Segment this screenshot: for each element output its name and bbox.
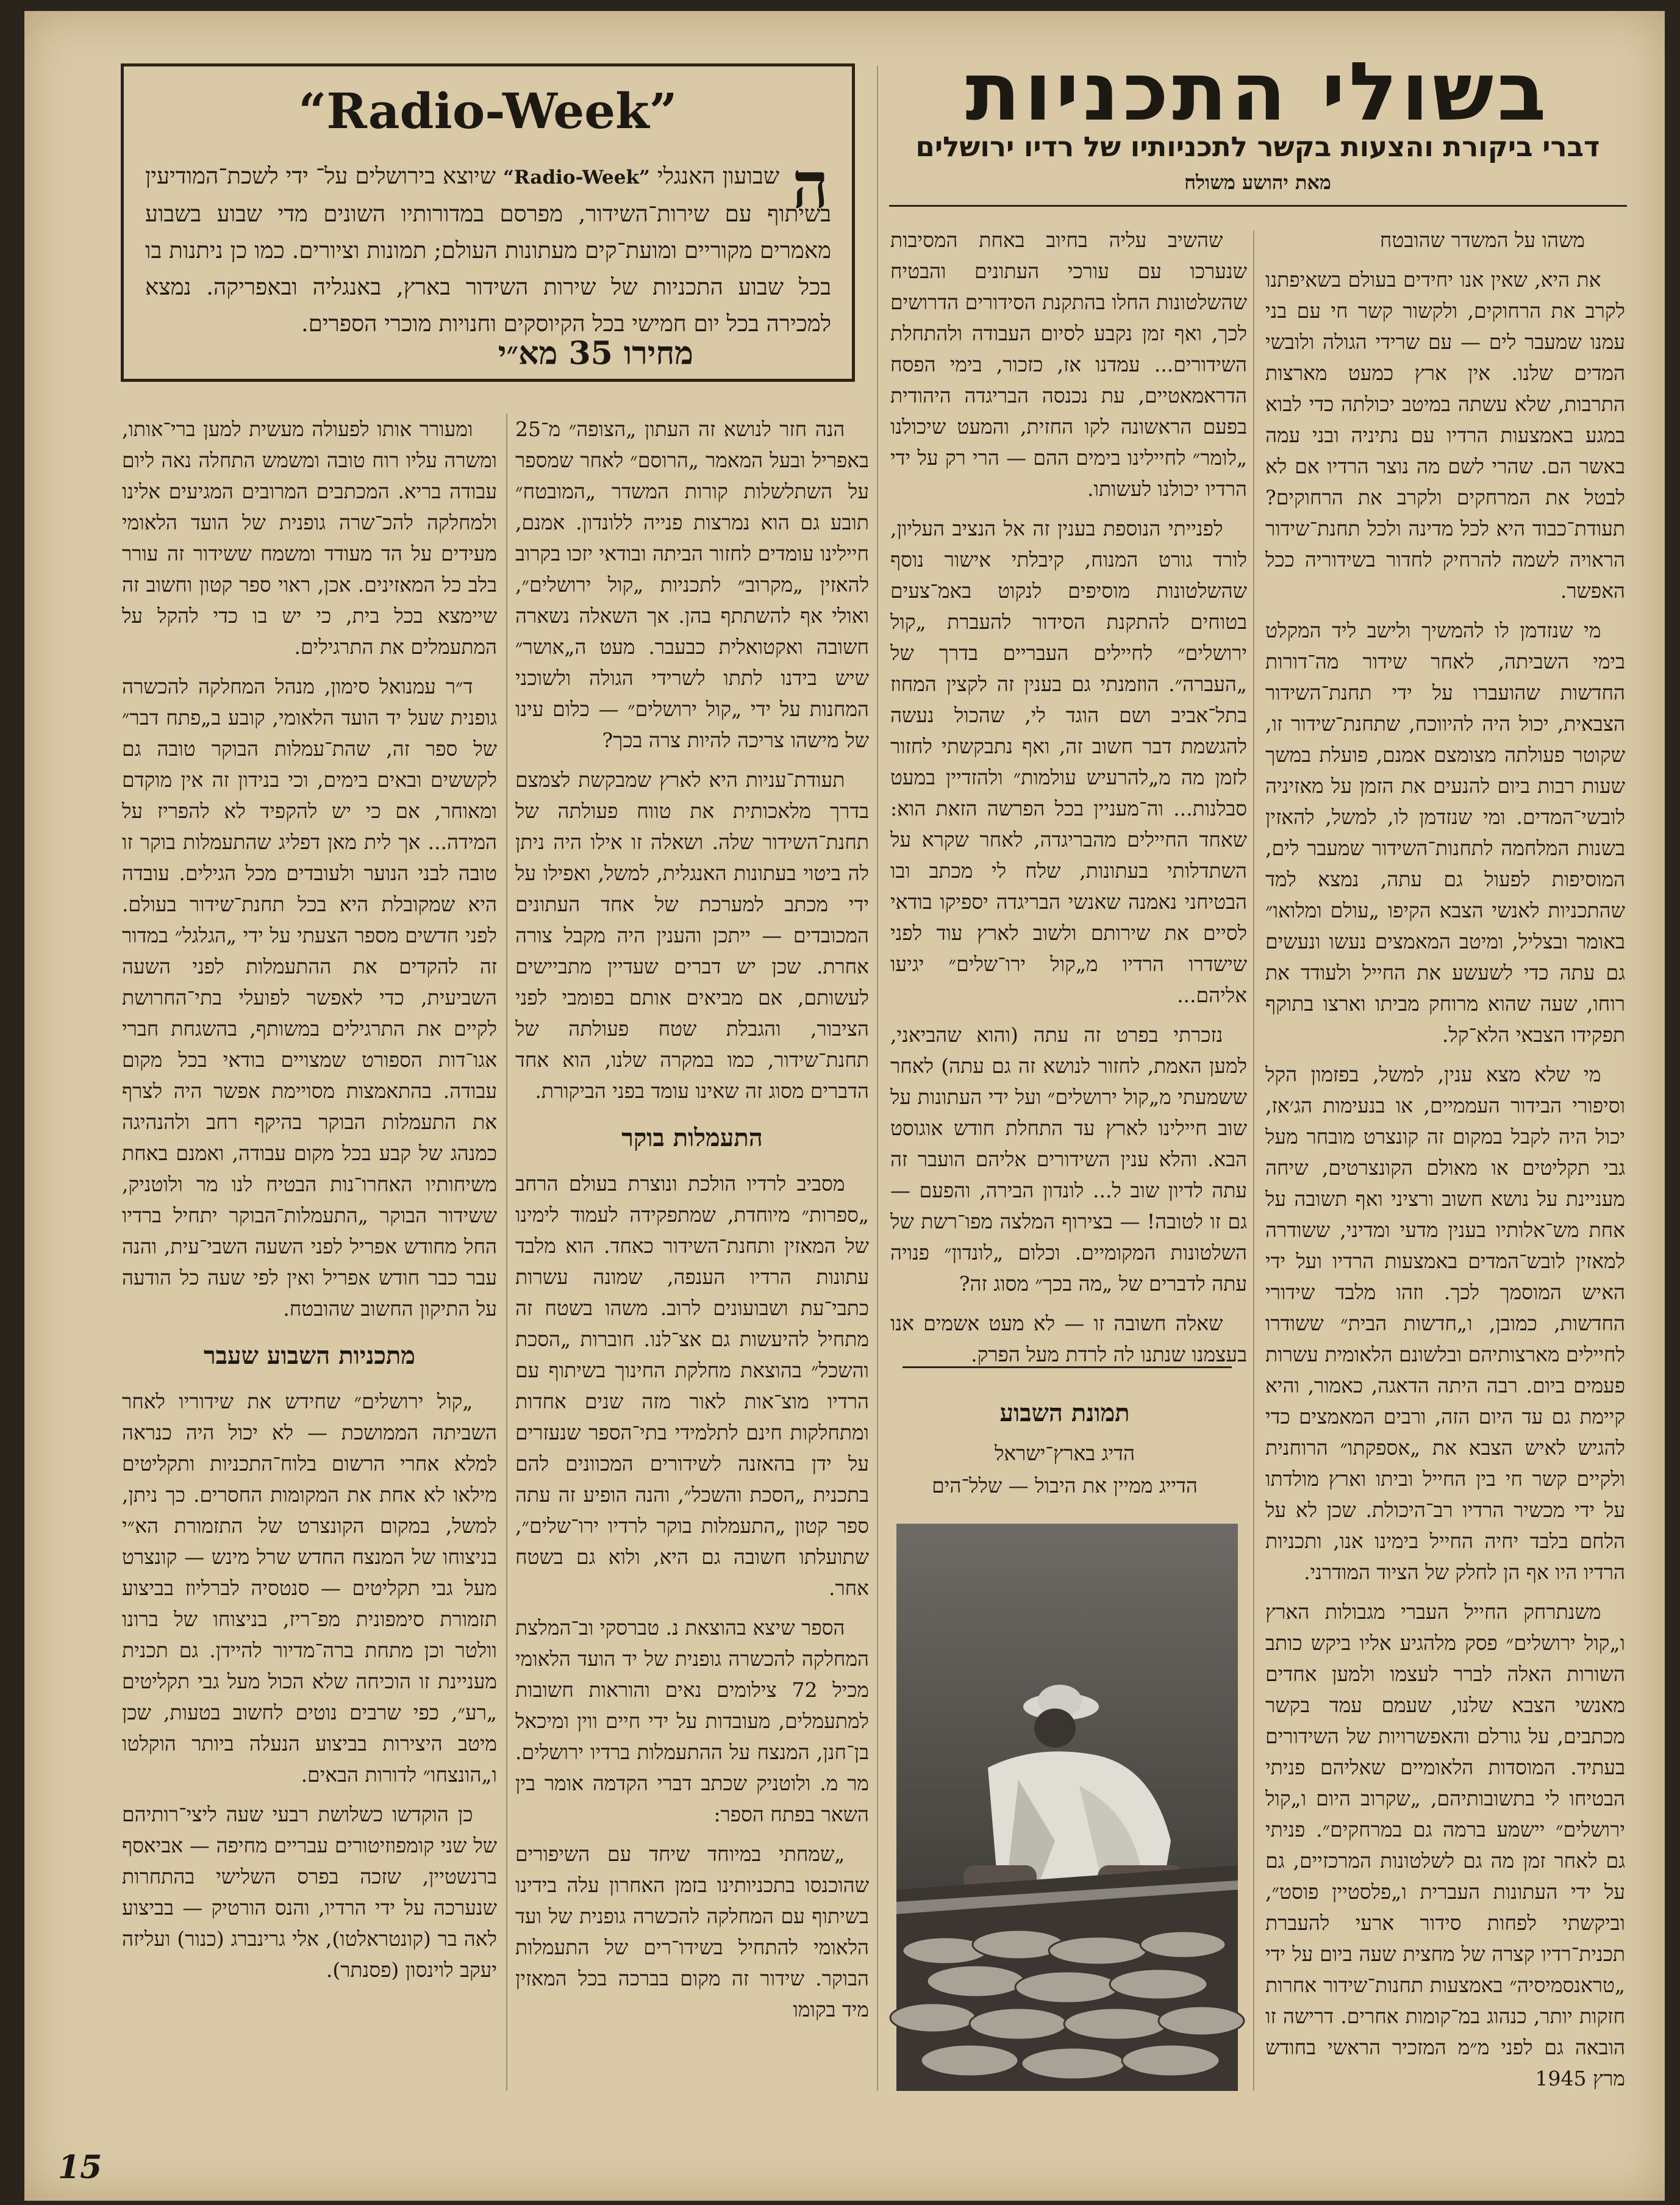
radio-week-ad bbox=[121, 63, 855, 382]
col4-paragraph: ומעורר אותו לפעולה מעשית למען ברי־אותו, ומשרה עליו רוח טובה ומשמש התחלה נאה ליום עבודה בריא. המכתבים המרובים המגיעים אלינו ולמחלקה להכ־שרה גופנית של הועד הלאומי מעידים על הד מעודד ומשמח ששידור זה עורר בלב כל המאזינים. אכן, ראוי ספר קטון וחשוב זה שיימצא בכל בית, כי יש בו כדי להקל על המתעמלים את התרגילים. bbox=[122, 417, 497, 659]
ad-line1-suffix: שיוצא בירושלים על־ bbox=[315, 163, 496, 189]
col1-paragraph: את היא, שאין אנו יחידים בעולם בשאיפתנו לקרב את הרחוקים, ולקשור קשר חי עם בני עמנו שמעבר לים — עם שרידי הגולה ולובשי המדים שלנו. אין ארץ כמעט מארצות התרבות, שלא עשתה במיטב יכולתה כדי לבוא במגע באמצעות הרדיו עם נתיניה ובני עמה באשר הם. שהרי לשם מה נוצר הרדיו אם לא לבטל את המרחקים ולקרב את הרחוקים? תעודת־כבוד היא לכל מדינה ולכל תחנת־שידור הראויה לשמה להרחיק לחדור בשידוריה ככל האפשר. bbox=[1265, 268, 1625, 603]
col4-paragraph: כן הוקדשו כשלושת רבעי שעה ליצי־רותיהם של שני קומפוזיטורים עבריים מחיפה — אביאסף ברנשטיין, שזכה בפרס השלישי בהתחרות שנערכה על ידי הרדיו, והנס הורטיק — בביצוע לאה בר (קונטראלטו), אלי גרינברג (כנור) ועליזה יעקב לוינסון (פסנתר). bbox=[122, 1802, 497, 1982]
ad-body bbox=[145, 158, 831, 342]
col4-paragraph: ד״ר עמנואל סימון, מנהל המחלקה להכשרה גופנית שעל יד הועד הלאומי, קובע ב„פתח דבר״ של ספר זה, שהת־עמלות הבוקר טובה גם לקששים ובאים בימים, וכי בנידון זה אין מוקדם ומאוחר, אם כי יש להקפיד לא להפריז על המידה... אך לית מאן דפליג שהתעמלות בוקר זו טובה לבני הנוער ולעובדים מכל הגילים. עובדה היא שמקובלת היא בכל תחנת־שידור בעולם. לפני חדשים מספר הצעתי על ידי „הגלגל״ במדור זה להקדים את ההתעמלות לפני השעה השביעית, כדי לאפשר לפועלי בתי־החרושת לקיים את התרגילים במשותף, בהשגחת חברי אגו־דות הספורט שמצויים בודאי בכל מקום עבודה. בהתאמצות מסויימת אפשר היה לצרף את התעמלות הבוקר בהיקף רחב ולהנהיגה כמנהג של קבע בכל מקום עבודה, ואמנם באחת משיחותיו האחרו־נות הבטיח לנו מר ולוטניק, ששידור הבוקר „התעמלות־הבוקר יתחיל ברדיו החל מחודש אפריל לפני השעה השבי־עית, והנה עבר כבר חודש אפריל ואין לפי שעה כל הודעה על התיקון החשוב שהובטח. bbox=[122, 675, 497, 1321]
magazine-page bbox=[24, 11, 1665, 2201]
article-byline: מאת יהושע משולח bbox=[1184, 171, 1331, 194]
article-subtitle: דברי ביקורת והצעות בקשר לתכניותיו של רדיו ירושלים bbox=[915, 131, 1600, 163]
col2-paragraph: שאלה חשובה זו — לא מעט אשמים אנו בעצמנו שנתנו לה לרדת מעל הפרק. bbox=[890, 1311, 1247, 1366]
ad-line1-english: “Radio-Week” bbox=[503, 167, 650, 188]
ad-line1-prefix: שבועון האנגלי bbox=[657, 163, 780, 189]
col1-paragraph: מי שנזדמן לו להמשיך ולישב ליד המקלט בימי השביתה, לאחר שידור מה־דורות החדשות שהועברו על ידי תחנת־השידור הצבאית, יכול היה להיווכח, שתחנת־שידור זו, שקוטר פעולתה מצומצם אמנם, פועלת במשך שעות רבות ביום להנעים את הזמן על מאזיניה לובשי־המדים. ומי שנזדמן לו, למשל, להאזין בשנות המלחמה לתחנות־השידור שמעבר לים, המוסיפות לפעול גם עתה, נמצא למד שהתכניות לאנשי הצבא הקיפו „עולם ומלואו״ באומר ובצליל, ומיטב המאמצים נעשו ונעשים גם עתה כדי לשעשע את החייל ולעודד את רוחו, שעה שהוא מרוחק מביתו וארצו בתוקף תפקידו הצבאי הלא־קל. bbox=[1265, 618, 1625, 1047]
fisherman-photo bbox=[896, 1524, 1238, 2091]
col2-paragraph: נזכרתי בפרט זה עתה (והוא שהביאני, למען האמת, לחזור לנושא זה גם עתה) לאחר ששמעתי מ„קול ירושלים״ ועל ידי העתונות על שוב חיילינו לארץ עד התחלת חודש אוגוסט הבא. והלא ענין השידורים אליהם הועבר זה עתה לדיון שוב ל... לונדון הבירה, והפעם — גם זו לטובה! — בצירוף המלצה מפו־רשת של השלטונות המקומיים. וכלום „לונדון״ פנויה עתה לדברים של „מה בכך״ מסוג זה? bbox=[890, 1023, 1247, 1296]
photo-section-rule bbox=[903, 1366, 1232, 1368]
column-divider bbox=[506, 414, 507, 2091]
col3-paragraph: הנה חזר לנושא זה העתון „הצופה״ מ־25 באפריל ובעל המאמר „הרוסם״ לאחר שמספר על השתלשלות קורות המשדר „המובטח״ תובע גם הוא נמרצות פנייה ללונדון. אמנם, חיילינו עומדים לחזור הביתה ובודאי יזכו בקרוב להאזין „מקרוב״ לתכניות „קול ירושלים״, ואולי אף להשתתף בהן. אך השאלה נשארה חשובה ואקטואלית כבעבר. מעט ה„אושר״ שיש בידנו לתתו לשרידי הגולה ולשוכני המחנות על ידי „קול ירושלים״ — כלום עינו של מישהו צריכה להיות צרה בכך? bbox=[515, 417, 869, 752]
col2-paragraph: לפנייתי הנוספת בענין זה אל הנציב העליון, לורד גורט המנוח, קיבלתי אישור נוסף שהשלטונות מוסיפים לנקוט באמ־צעים בטוחים להתקנת הסידור להעברת „קול ירושלים״ לחיילים העבריים בדרך של „העברה״. הוזמנתי גם בענין זה לקצין המחוז בתל־אביב ושם הוגד לי, שהכול נעשה להגשמת דבר חשוב זה, ואף נתבקשתי לחזור לזמן מה מ„להרעיש עולמות״ ולהזדיין במעט סבלנות... וה־מעניין בכל הפרשה הזאת הוא: שאחד החיילים מהבריגדה, לאחר שקרא על השתדלותי בעתונות, שלח לי מכתב ובו הבטיחני נאמנה שאנשי הבריגדה יספיקו בודאי לסיים את שירותם ולשוב לארץ עוד לפני שישדרו הרדיו מ„קול ירו־שלים״ יגיעו אליהם... bbox=[890, 517, 1247, 1007]
col3-paragraph: תעודת־עניות היא לארץ שמבקשת לצמצם בדרך מלאכותית את טווח פעולתה של תחנת־השידור שלה. ושאלה זו אילו היה ניתן לה ביטוי בעתונות האנגלית, למשל, ואפילו על ידי מכתב למערכת של אחד העתונים המכובדים — ייתכן והענין היה מקבל צורה אחרת. שכן יש דברים שעדיין מתביישים לעשותם, אם מביאים אותם בפומבי לפני הציבור, והגבלת שטח פעולתה של תחנת־שידור, כמו במקרה שלנו, הוא אחד הדברים מסוג זה שאינו עומד בפני הביקורת. bbox=[515, 768, 869, 1103]
col1-lead-heading: משהו על המשדר שהובטח bbox=[1379, 228, 1585, 252]
col3-paragraph: מסביב לרדיו הולכת ונוצרת בעולם הרחב „ספרות״ מיוחדת, שמתפקידה לעמוד לימינו של המאזין ותחנת־השידור כאחד. הוא מלבד עתונות הרדיו הענפה, שמונה עשרות כתבי־עת ושבועונים לרוב. משהו בשטח זה מתחיל להיעשות גם אצ־לנו. חוברות „הסכת והשכל״ בהוצאת מחלקת החינוך בשיתוף עם הרדיו מוצ־אות לאור מזה שנים אחדות ומתחלקות חינם לתלמידי בתי־הספר שנעזרים על ידן בהאזנה לשידורים המכוונים להם בתכנית „הסכת והשכל״, והנה הופיע זה עתה ספר קטון „התעמלות בוקר לרדיו ירו־שלים״, שתועלתו חשובה גם היא, ולוא גם בשטח אחר. bbox=[515, 1172, 869, 1600]
masthead-rule bbox=[889, 205, 1627, 207]
article-title: בשולי התכניות bbox=[965, 45, 1550, 139]
col3-paragraph: הספר שיצא בהוצאת נ. טברסקי וב־המלצת המחלקה להכשרה גופנית של יד הועד הלאומי מכיל 72 צילומים נאים והוראות חשובות למתעמלים, מעובדות על ידי חיים ווין ומיכאל בן־חנן, המנצח על ההתעמלות ברדיו ירושלים. מר מ. ולוטניק שכתב דברי הקדמה אומר בין השאר בפתח הספר: bbox=[515, 1616, 869, 1826]
column-divider bbox=[877, 66, 878, 2091]
ad-title: “Radio-Week” bbox=[298, 82, 677, 140]
ad-rest: ידי לשכת־המודיעין בשיתוף עם שירות־השידור, מפרסם במדורותיו השונים מדי שבוע בשבוע מאמרים מקוריים ומועת־קים מעתונות העולם; תמונות וציורים. כמו כן ניתנות בו בכל שבוע התכניות של שירות השידור בארץ, באנגליה ובאפריקה. נמצא למכירה בכל יום חמישי בכל הקיוסקים וחנויות מוכרי הספרים. bbox=[145, 163, 831, 337]
column-1 bbox=[1265, 224, 1625, 2097]
ad-price: מחירו 35 מא״י bbox=[498, 335, 693, 372]
col3-subheading: התעמלות בוקר bbox=[621, 1124, 763, 1152]
column-4 bbox=[122, 414, 497, 2097]
column-2 bbox=[890, 224, 1247, 1366]
column-3 bbox=[515, 414, 869, 2097]
photo-caption-2: הדייג ממיין את היבול — שלל־הים bbox=[932, 1474, 1198, 1497]
col4-paragraph: „קול ירושלים״ שחידש את שידוריו לאחר השביתה הממושכת — לא יכול היה כנראה למלא אחרי הרשום בלוח־התכניות ותקליטים מילאו לא אחת את המקומות החסרים. כך ניתן, למשל, במקום הקונצרט של התזמורת הא״י בניצוחו של המנצח החדש שרל מינש — קונצרט מעל גבי תקליטים — סנטסיה לברליוז בביצוע תזמורת סימפונית מפ־ריז, בניצוחו של ברונו וולטר וכן מתחת ברה־מדיור להיידן. גם תכנית מעניינת זו הוכיחה שלא הכול מעל גבי תקליטים „רע״, כפי שרבים נוטים לחשוב בטעות, שכן מיטב היצירות בביצוע הנעלה ביותר הוקלטו ו„הונצחו״ לדורות הבאים. bbox=[122, 1389, 497, 1787]
col4-subheading: מתכניות השבוע שעבר bbox=[204, 1341, 415, 1370]
column-divider bbox=[1253, 231, 1254, 2091]
page-number: 15 bbox=[58, 2149, 102, 2186]
photo-section-title: תמונת השבוע bbox=[999, 1399, 1130, 1427]
photo-caption-1: הדיג בארץ־ישראל bbox=[994, 1441, 1135, 1465]
col2-paragraph: שהשיב עליה בחיוב באחת המסיבות שנערכו עם עורכי העתונים והבטיח שהשלטונות החלו בהתקנת הסידורים הדרושים לכך, ואף זמן נקבע לסיום העבודה ולהתחלת השידורים... עמדנו אז, כזכור, בימי הפסח הדראמאטיים, עת נכנסה הבריגדה היהודית בפעם הראשונה לקו החזית, והמעט שיכולנו „לומר״ לחיילינו בימים ההם — הרי רק על ידי הרדיו יכולנו לעשותו. bbox=[890, 228, 1247, 501]
col1-paragraph: משנתרחק החייל העברי מגבולות הארץ ו„קול ירושלים״ פסק מלהגיע אליו ביקש כותב השורות האלה לברר לעצמו ולמען אחדים מאנשי הצבא שלנו, שעמם עמד בקשר מכתבים, על גורלם והאפשרויות של השידורים בעתיד. המוסדות הלאומיים שאליהם פניתי הבטיחו לי בתשובותיהם, „שקרוב היום ו„קול ירושלים״ יישמע ברמה גם במרחקים״. פניתי גם לאחר זמן מה גם לשלטונות המרכזיים, גם על ידי העתונות העברית ו„פלסטיין פוסט״, וביקשתי לפחות סידור ארעי להעברת תכנית־רדיו קצרה של מחצית שעה ביום על ידי „טראנסמיסיה״ באמצעות תחנות־שידור אחרות חזקות יותר, כנהוג במ־קומות אחרים. דרישה זו הובאה גם לפני מ״מ המזכיר הראשי בחודש מרץ 1945 bbox=[1265, 1600, 1625, 2090]
col3-paragraph: „שמחתי במיוחד שיחד עם השיפורים שהוכנסו בתכניותינו בזמן האחרון עלה בידינו בשיתוף עם המחלקה להכשרה גופנית של ועד הלאומי להתחיל בשידו־רים של התעמלות הבוקר. שידור זה מקום בברכה בכל המאזין מיד בקומו bbox=[515, 1842, 869, 2021]
col1-paragraph: מי שלא מצא ענין, למשל, בפזמון הקל וסיפורי הבידור העממיים, או בנעימות הג׳אז, יכול היה לקבל במקום זה קונצרט מובחר מעל גבי תקליטים או מאולם הקונצרטים, שיחה מעניינת על נושא חשוב ורציני ואף תשובה על אחת מש־אלותיו בענין מדעי ומדיני, ששודרה למאזין לובש־המדים באמצעות הרדיו ועל ידי האיש המוסמך לכך. וזהו מלבד שידורי החדשות, כמובן, ו„חדשות הבית״ ששודרו לחיילים מארצותיהם ובלשונם הלאומית עשרות פעמים ביום. רבה היתה הדאגה, כאמור, והיא קיימת גם עד היום הזה, ורבים המאמצים כדי להגיש לאיש הצבא את „אספקתו״ הרוחנית ולקיים קשר חי בין החייל וביתו וארץ מולדתו על ידי מכשיר הרדיו רב־היכולת. שכן לא על הלחם בלבד יחיה החייל בימינו אנו, ותכניות הרדיו היו אף הן לחלק של הציוד המודרני. bbox=[1265, 1063, 1625, 1584]
ad-drop-cap: ה bbox=[792, 148, 829, 223]
